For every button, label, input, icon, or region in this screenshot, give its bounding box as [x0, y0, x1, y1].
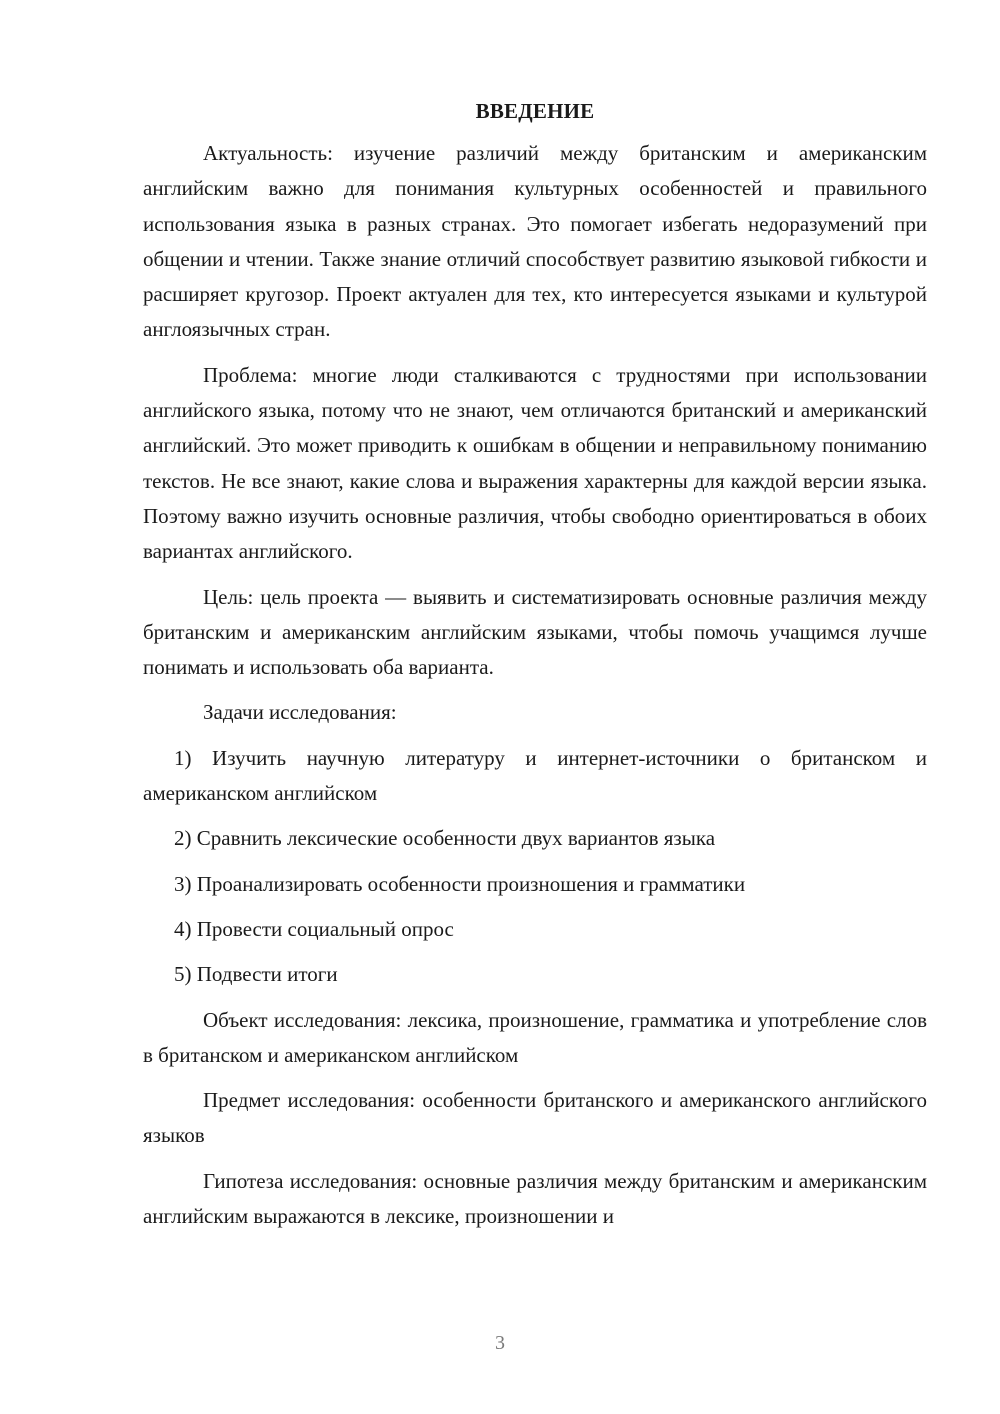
- page-number: 3: [495, 1332, 505, 1354]
- tasks-heading: Задачи исследования:: [203, 700, 397, 725]
- task-item: 4) Провести социальный опрос: [174, 916, 454, 941]
- task-list: [143, 741, 927, 993]
- paragraph-relevance: Актуальность: изучение различий между британским и американским английским важно для понимания культурных особенностей и правильного использования языка в разных странах. Это помогает избегать недоразумений при общении и чтении. Также знание отличий способствует развитию языковой гибкости и расширяет кругозор. Проект актуален для тех, кто интересуется языками и культурой англоязычных стран.: [143, 141, 927, 342]
- paragraph-object: Объект исследования: лексика, произношение, грамматика и употребление слов в британском и американском английском: [143, 1007, 927, 1067]
- task-item: 1) Изучить научную литературу и интернет-источники о британском и американском английском: [143, 745, 927, 806]
- task-item: 5) Подвести итоги: [174, 962, 338, 987]
- page-content: [143, 94, 927, 1234]
- paragraph-hypothesis: Гипотеза исследования: основные различия между британским и американским английским выражаются в лексике, произношении и: [143, 1168, 927, 1229]
- task-item: 2) Сравнить лексические особенности двух вариантов языка: [174, 826, 716, 851]
- section-title: ВВЕДЕНИЕ: [475, 99, 595, 123]
- paragraph-subject: Предмет исследования: особенности британского и американского английского языков: [143, 1088, 927, 1148]
- paragraph-problem: Проблема: многие люди сталкиваются с трудностями при использовании английского языка, потому что не знают, чем отличаются британский и американский английский. Это может приводить к ошибкам в общении и неправильному пониманию текстов. Не все знают, какие слова и выражения характерны для каждой версии языка. Поэтому важно изучить основные различия, чтобы свободно ориентироваться в обоих вариантах английского.: [143, 362, 927, 564]
- task-item: 3) Проанализировать особенности произношения и грамматики: [174, 871, 746, 896]
- paragraph-goal: Цель: цель проекта — выявить и систематизировать основные различия между британским и американским английским языками, чтобы помочь учащимся лучше понимать и использовать оба варианта.: [143, 584, 927, 680]
